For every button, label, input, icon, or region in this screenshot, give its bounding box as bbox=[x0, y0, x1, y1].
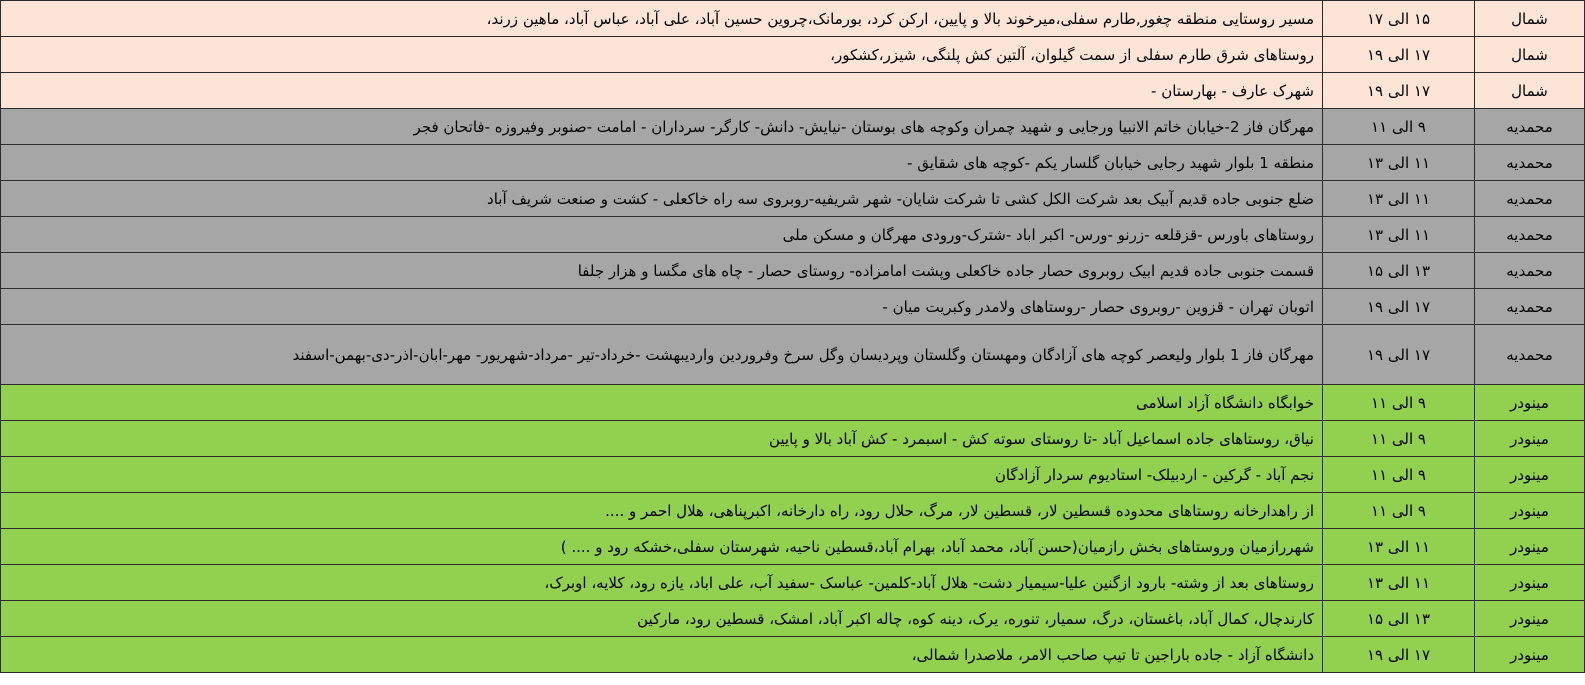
region-cell: شمال bbox=[1475, 73, 1585, 109]
areas-cell: مهرگان فاز 2-خیابان خاتم الانبیا ورجایی و شهید چمران وکوچه های بوستان -نیایش- دانش- کارگر- سرداران - امامت -صنوبر وفیروزه -فاتحان فجر bbox=[1, 109, 1323, 145]
table-row bbox=[1, 1, 1585, 37]
region-cell: محمدیه bbox=[1475, 253, 1585, 289]
region-cell: مینودر bbox=[1475, 385, 1585, 421]
table-row bbox=[1, 109, 1585, 145]
areas-cell: روستاهای بعد از وشته- بارود ازگنین علیا-سیمیار دشت- هلال آباد-کلمین- عباسک -سفید آب، علی اباد، یازه رود، کلایه، اوبرک، bbox=[1, 565, 1323, 601]
areas-cell: مسیر روستایی منطقه چغور,طارم سفلی،میرخوند بالا و پایین، ارکن کرد، بورمانک،چروین حسین آباد، علی آباد، عباس آباد، ماهین زرند، bbox=[1, 1, 1323, 37]
region-cell: محمدیه bbox=[1475, 217, 1585, 253]
region-cell: مینودر bbox=[1475, 601, 1585, 637]
table-row bbox=[1, 37, 1585, 73]
time-cell: ۱۷ الی ۱۹ bbox=[1323, 637, 1475, 673]
table-row bbox=[1, 217, 1585, 253]
areas-cell: روستاهای شرق طارم سفلی از سمت گیلوان، آلتین کش پلنگی، شیزر،کشکور، bbox=[1, 37, 1323, 73]
table-row bbox=[1, 253, 1585, 289]
areas-cell: اتوبان تهران - قزوین -روبروی حصار -روستاهای ولامدر وکبریت میان - bbox=[1, 289, 1323, 325]
areas-cell: شهرک عارف - بهارستان - bbox=[1, 73, 1323, 109]
table-row bbox=[1, 145, 1585, 181]
time-cell: ۱۱ الی ۱۳ bbox=[1323, 145, 1475, 181]
areas-cell: روستاهای باورس -قزقلعه -زرنو -ورس- اکبر اباد -شترک-ورودی مهرگان و مسکن ملی bbox=[1, 217, 1323, 253]
time-cell: ۹ الی ۱۱ bbox=[1323, 109, 1475, 145]
table-row bbox=[1, 601, 1585, 637]
areas-cell: نجم آباد - گرکین - اردبیلک- استادیوم سردار آزادگان bbox=[1, 457, 1323, 493]
region-cell: شمال bbox=[1475, 1, 1585, 37]
table-row bbox=[1, 493, 1585, 529]
time-cell: ۱۱ الی ۱۳ bbox=[1323, 565, 1475, 601]
time-cell: ۱۷ الی ۱۹ bbox=[1323, 325, 1475, 385]
areas-cell: ضلع جنوبی جاده قدیم آبیک بعد شرکت الکل کشی تا شرکت شایان- شهر شریفیه-روبروی سه راه خاکعلی - کشت و صنعت شریف آباد bbox=[1, 181, 1323, 217]
areas-cell: خوابگاه دانشگاه آزاد اسلامی bbox=[1, 385, 1323, 421]
areas-cell: از راهدارخانه روستاهای محدوده قسطین لار، قسطین لار، مرگ، حلال رود، راه دارخانه، اکبرپناهی، هلال احمر و .... bbox=[1, 493, 1323, 529]
time-cell: ۱۷ الی ۱۹ bbox=[1323, 37, 1475, 73]
time-cell: ۱۱ الی ۱۳ bbox=[1323, 181, 1475, 217]
region-cell: شمال bbox=[1475, 37, 1585, 73]
areas-cell: کارندچال، کمال آباد، باغستان، درگ، سمیار، تنوره، یرک، دینه کوه، چاله اکبر آباد، امشک، قسطین رود، مارکین bbox=[1, 601, 1323, 637]
table-row bbox=[1, 421, 1585, 457]
region-cell: مینودر bbox=[1475, 457, 1585, 493]
time-cell: ۱۱ الی ۱۳ bbox=[1323, 529, 1475, 565]
time-cell: ۹ الی ۱۱ bbox=[1323, 493, 1475, 529]
areas-cell: منطقه 1 بلوار شهید رجایی خیابان گلسار یکم -کوچه های شقایق - bbox=[1, 145, 1323, 181]
time-cell: ۹ الی ۱۱ bbox=[1323, 385, 1475, 421]
areas-cell: دانشگاه آزاد - جاده باراجین تا تیپ صاحب الامر، ملاصدرا شمالی، bbox=[1, 637, 1323, 673]
areas-cell: قسمت جنوبی جاده قدیم ابیک روبروی حصار جاده خاکعلی وپشت امامزاده- روستای حصار - چاه های مگسا و هزار جلفا bbox=[1, 253, 1323, 289]
table-row bbox=[1, 289, 1585, 325]
areas-cell: مهرگان فاز 1 بلوار ولیعصر کوچه های آزادگان ومهستان وگلستان وپردیسان وگل سرخ وفروردین واردیبهشت -خرداد-تیر -مرداد-شهریور- مهر-ابان-اذر-دی-بهمن-اسفند bbox=[1, 325, 1323, 385]
region-cell: محمدیه bbox=[1475, 289, 1585, 325]
table-row bbox=[1, 73, 1585, 109]
table-row bbox=[1, 637, 1585, 673]
region-cell: محمدیه bbox=[1475, 181, 1585, 217]
areas-cell: شهررازمیان وروستاهای بخش رازمیان(حسن آباد، محمد آباد، بهرام آباد،قسطین ناحیه، شهرستان سفلی،خشکه رود و .... ) bbox=[1, 529, 1323, 565]
time-cell: ۱۳ الی ۱۵ bbox=[1323, 253, 1475, 289]
region-cell: مینودر bbox=[1475, 565, 1585, 601]
region-cell: مینودر bbox=[1475, 493, 1585, 529]
region-cell: محمدیه bbox=[1475, 109, 1585, 145]
region-cell: محمدیه bbox=[1475, 325, 1585, 385]
table-row bbox=[1, 385, 1585, 421]
region-cell: محمدیه bbox=[1475, 145, 1585, 181]
region-cell: مینودر bbox=[1475, 637, 1585, 673]
region-cell: مینودر bbox=[1475, 421, 1585, 457]
table-row bbox=[1, 529, 1585, 565]
areas-cell: نیاق، روستاهای جاده اسماعیل آباد -تا روستای سوته کش - اسبمرد - کش آباد بالا و پایین bbox=[1, 421, 1323, 457]
time-cell: ۱۱ الی ۱۳ bbox=[1323, 217, 1475, 253]
time-cell: ۹ الی ۱۱ bbox=[1323, 457, 1475, 493]
time-cell: ۱۳ الی ۱۵ bbox=[1323, 601, 1475, 637]
region-cell: مینودر bbox=[1475, 529, 1585, 565]
time-cell: ۱۵ الی ۱۷ bbox=[1323, 1, 1475, 37]
time-cell: ۱۷ الی ۱۹ bbox=[1323, 289, 1475, 325]
table-row bbox=[1, 457, 1585, 493]
table-row bbox=[1, 181, 1585, 217]
time-cell: ۹ الی ۱۱ bbox=[1323, 421, 1475, 457]
table-row bbox=[1, 565, 1585, 601]
table-row bbox=[1, 325, 1585, 385]
time-cell: ۱۷ الی ۱۹ bbox=[1323, 73, 1475, 109]
